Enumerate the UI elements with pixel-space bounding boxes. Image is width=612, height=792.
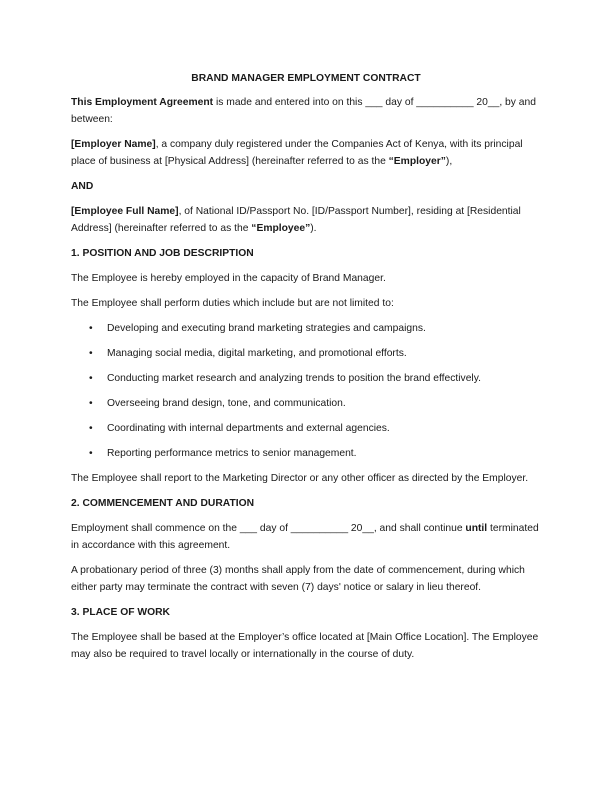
section3-paragraph-1: The Employee shall be based at the Employer’s office located at [Main Office Location]. The Employee may also be required to travel locally or internationally in the course of duty. [71, 632, 539, 660]
section2-paragraph-1 [71, 520, 541, 554]
bullet-icon: • [89, 423, 93, 434]
employee-paragraph [71, 203, 541, 237]
employer-term: “Employer” [388, 156, 446, 167]
duty-text: Conducting market research and analyzing trends to position the brand effectively. [107, 373, 481, 384]
intro-bold-lead: This Employment Agreement [71, 97, 214, 108]
employee-term: “Employee” [251, 223, 311, 234]
duty-text: Developing and executing brand marketing strategies and campaigns. [107, 323, 426, 334]
employee-text: , of National ID/Passport No. [ID/Passport Number], residing at [Residential Address] (hereinafter referred to as the [71, 206, 521, 234]
duty-text: Reporting performance metrics to senior management. [107, 448, 357, 459]
bullet-icon: • [89, 323, 93, 334]
section1-heading: 1. POSITION AND JOB DESCRIPTION [71, 248, 254, 259]
employer-name-placeholder: [Employer Name] [71, 139, 156, 150]
bullet-icon: • [89, 348, 93, 359]
employer-end: ), [445, 156, 453, 167]
employer-paragraph [71, 136, 541, 170]
bullet-icon: • [89, 373, 93, 384]
contract-title: BRAND MANAGER EMPLOYMENT CONTRACT [191, 73, 421, 84]
duties-list [71, 320, 541, 462]
contract-page [71, 72, 541, 671]
section2-p1-bold: until [465, 523, 488, 534]
intro-paragraph [71, 94, 541, 128]
bullet-icon: • [89, 398, 93, 409]
list-item [71, 370, 541, 387]
list-item [71, 320, 541, 337]
employee-end: ). [310, 223, 317, 234]
section1-paragraph-1: The Employee is hereby employed in the capacity of Brand Manager. [71, 273, 386, 284]
section2-heading: 2. COMMENCEMENT AND DURATION [71, 498, 255, 509]
section2-p1-end: terminated in accordance with this agreement. [71, 523, 539, 551]
and-label: AND [71, 181, 94, 192]
section1-paragraph-3: The Employee shall report to the Marketing Director or any other officer as directed by the Employer. [71, 473, 529, 484]
duty-text: Coordinating with internal departments and external agencies. [107, 423, 390, 434]
section2-p1-start: Employment shall commence on the ___ day of __________ 20__, and shall continue [71, 523, 466, 534]
section3-heading: 3. PLACE OF WORK [71, 607, 170, 618]
list-item [71, 420, 541, 437]
list-item [71, 345, 541, 362]
intro-text: is made and entered into on this ___ day of __________ 20__, by and between: [71, 97, 536, 125]
section1-paragraph-2: The Employee shall perform duties which include but are not limited to: [71, 298, 394, 309]
employee-name-placeholder: [Employee Full Name] [71, 206, 179, 217]
section2-paragraph-2: A probationary period of three (3) months shall apply from the date of commencement, during which either party may terminate the contract with seven (7) days' notice or salary in lieu thereof. [71, 565, 525, 593]
duty-text: Managing social media, digital marketing, and promotional efforts. [107, 348, 407, 359]
bullet-icon: • [89, 448, 93, 459]
employer-text: , a company duly registered under the Companies Act of Kenya, with its principal place of business at [Physical Address] (hereinafter referred to as the [71, 139, 523, 167]
duty-text: Overseeing brand design, tone, and communication. [107, 398, 346, 409]
list-item [71, 395, 541, 412]
list-item [71, 445, 541, 462]
